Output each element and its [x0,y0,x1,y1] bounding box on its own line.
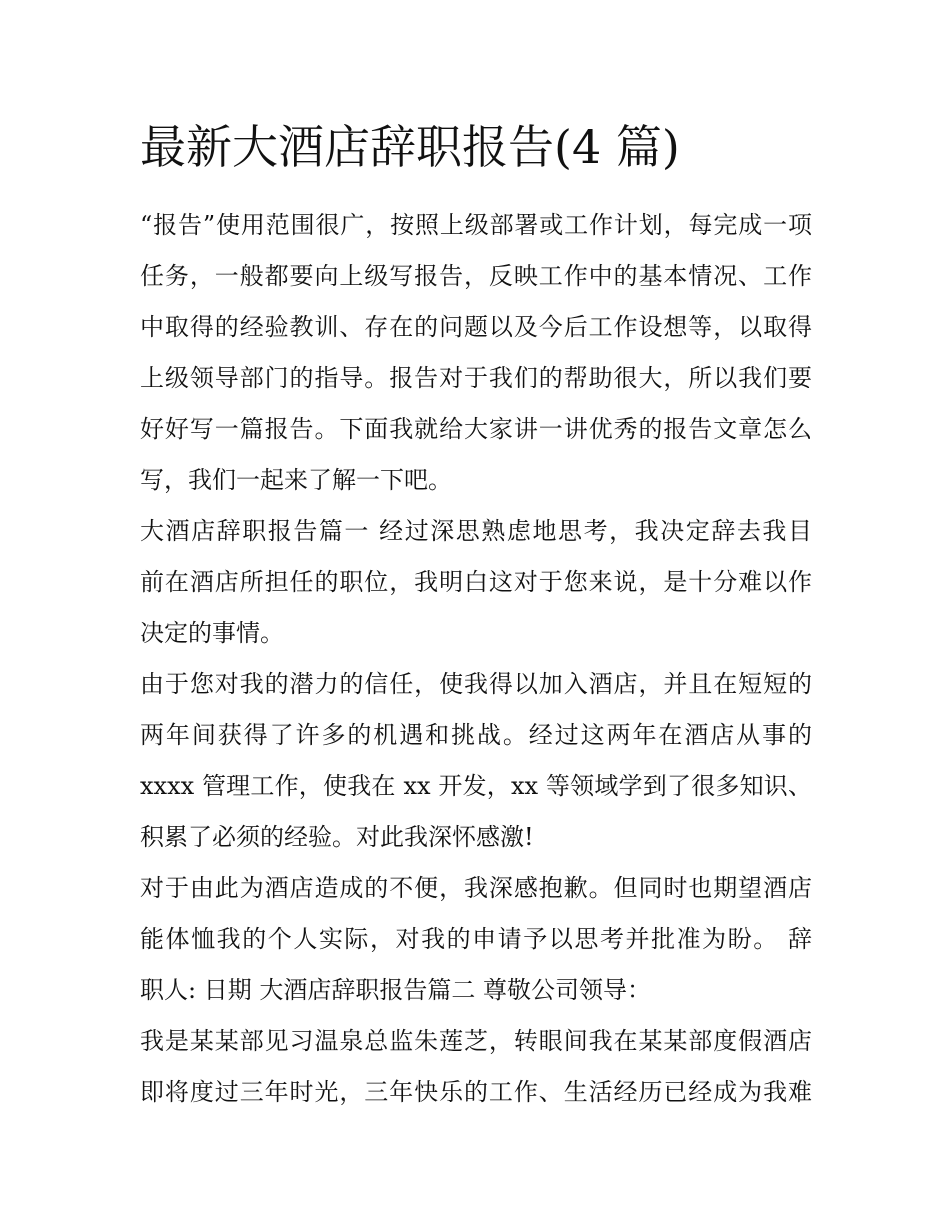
text-line: 好好写一篇报告。下面我就给大家讲一讲优秀的报告文章怎么 [140,415,812,443]
text-line: 对于由此为酒店造成的不便，我深感抱歉。但同时也期望酒店 [140,874,812,902]
paragraph-apology [140,863,812,1016]
paragraph-intro [140,200,812,506]
text-line: 中取得的经验教训、存在的问题以及今后工作设想等，以取得 [140,313,812,341]
text-line: 任务，一般都要向上级写报告，反映工作中的基本情况、工作 [140,262,812,290]
document-title: 最新大酒店辞职报告(4 篇) [140,120,680,174]
text-line: 我是某某部见习温泉总监朱莲芝，转眼间我在某某部度假酒店 [140,1027,812,1055]
text-line: 即将度过三年时光，三年快乐的工作、生活经历已经成为我难 [140,1078,812,1106]
text-line: 能体恤我的个人实际，对我的申请予以思考并批准为盼。 辞 [140,925,812,953]
text-line: 写，我们一起来了解一下吧。 [140,466,452,494]
paragraph-report-one [140,506,812,659]
text-line: 职人: 日期 大酒店辞职报告篇二 尊敬公司领导： [140,976,651,1004]
paragraph-gratitude [140,659,812,863]
text-line: 大酒店辞职报告篇一 经过深思熟虑地思考，我决定辞去我目 [140,517,812,545]
text-line: 前在酒店所担任的职位，我明白这对于您来说，是十分难以作 [140,568,812,596]
text-line: 决定的事情。 [140,619,284,647]
text-line: 积累了必须的经验。对此我深怀感激! [140,823,534,851]
text-line: “报告”使用范围很广，按照上级部署或工作计划，每完成一项 [140,211,812,239]
text-line: xxxx 管理工作，使我在 xx 开发，xx 等领域学到了很多知识、 [140,772,812,800]
text-line: 由于您对我的潜力的信任，使我得以加入酒店，并且在短短的 [140,670,812,698]
document-page [140,112,812,1118]
paragraph-report-two [140,1016,812,1118]
text-line: 上级领导部门的指导。报告对于我们的帮助很大，所以我们要 [140,364,812,392]
text-line: 两年间获得了许多的机遇和挑战。经过这两年在酒店从事的 [140,721,812,749]
